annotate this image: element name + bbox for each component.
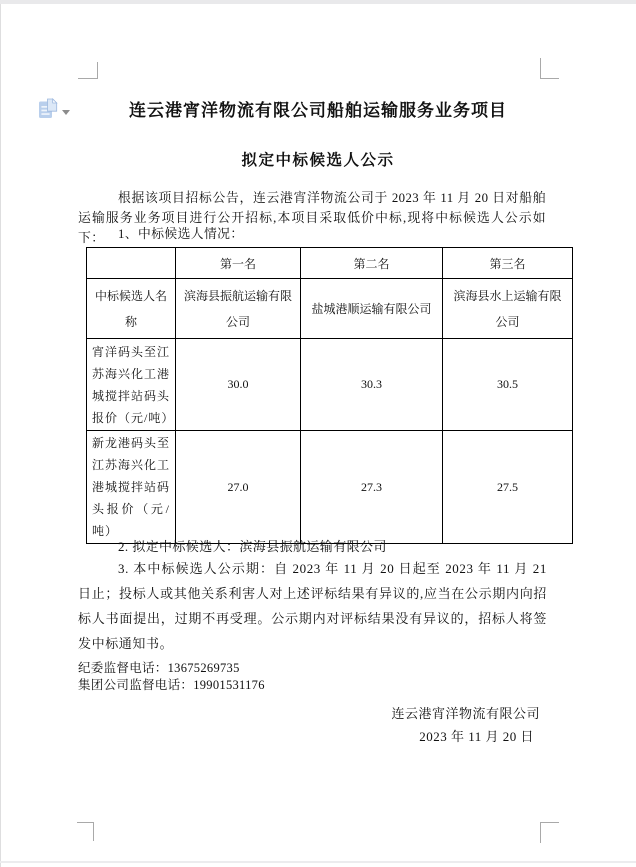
table-cell: 27.0 xyxy=(176,431,301,544)
signature-company: 连云港宵洋物流有限公司 xyxy=(391,706,540,721)
signature-date: 2023 年 11 月 20 日 xyxy=(419,729,534,744)
table-row-price-xinlonggang xyxy=(87,431,573,544)
bid-candidates-table xyxy=(86,247,573,544)
table-cell: 滨海县振航运输有限公司 xyxy=(176,279,301,339)
signature-block xyxy=(0,703,636,748)
text-boundary-mark-top-left xyxy=(78,62,98,79)
supervision-contacts xyxy=(78,660,265,694)
item-3-paragraph: 3. 本中标候选人公示期：自 2023 年 11 月 20 日起至 2023 年 11 月 21 日止；投标人或其他关系利害人对上述评标结果有异议的,应当在公示期内向招标人书面提出，过期不再受理。公示期内对评标结果没有异议的，招标人将签发中标通知书。 xyxy=(78,561,547,651)
table-header-cell-first: 第一名 xyxy=(176,248,301,279)
table-header-cell-empty xyxy=(87,248,176,279)
discipline-phone-line: 纪委监督电话：13675269735 xyxy=(78,661,240,675)
row-label-cell: 宵洋码头至江苏海兴化工港城搅拌站码头报价（元/吨） xyxy=(87,339,176,431)
item-2-paragraph: 2. 拟定中标候选人：滨海县振航运输有限公司 xyxy=(118,539,387,554)
table-cell: 27.3 xyxy=(301,431,443,544)
document-subtitle: 拟定中标候选人公示 xyxy=(241,152,395,169)
window-bottom-edge xyxy=(0,861,636,863)
intro-paragraph: 根据该项目招标公告，连云港宵洋物流公司于 2023 年 11 月 20 日对船舶运输服务业务项目进行公开招标,本项目采取低价中标,现将中标候选人公示如下： xyxy=(78,191,546,245)
table-cell: 盐城港顺运输有限公司 xyxy=(301,279,443,339)
item-1-heading: 1、中标候选人情况： xyxy=(118,227,244,241)
document-title: 连云港宵洋物流有限公司船舶运输服务业务项目 xyxy=(129,101,507,120)
text-boundary-mark-top-right xyxy=(540,58,559,79)
table-header-cell-third: 第三名 xyxy=(443,248,573,279)
table-cell: 27.5 xyxy=(443,431,573,544)
table-cell: 30.5 xyxy=(443,339,573,431)
table-cell: 滨海县水上运输有限公司 xyxy=(443,279,573,339)
row-label-cell: 中标候选人名称 xyxy=(87,279,176,339)
table-header-row xyxy=(87,248,573,279)
table-row-candidate-names xyxy=(87,279,573,339)
table-header-cell-second: 第二名 xyxy=(301,248,443,279)
text-boundary-mark-bottom-left xyxy=(77,822,94,841)
table-cell: 30.0 xyxy=(176,339,301,431)
table-row-price-xiaoyang xyxy=(87,339,573,431)
group-phone-line: 集团公司监督电话：19901531176 xyxy=(78,678,265,692)
row-label-cell: 新龙港码头至江苏海兴化工港城搅拌站码头报价（元/吨） xyxy=(87,431,176,544)
text-boundary-mark-bottom-right xyxy=(540,822,559,843)
window-top-edge xyxy=(0,0,636,4)
table-cell: 30.3 xyxy=(301,339,443,431)
